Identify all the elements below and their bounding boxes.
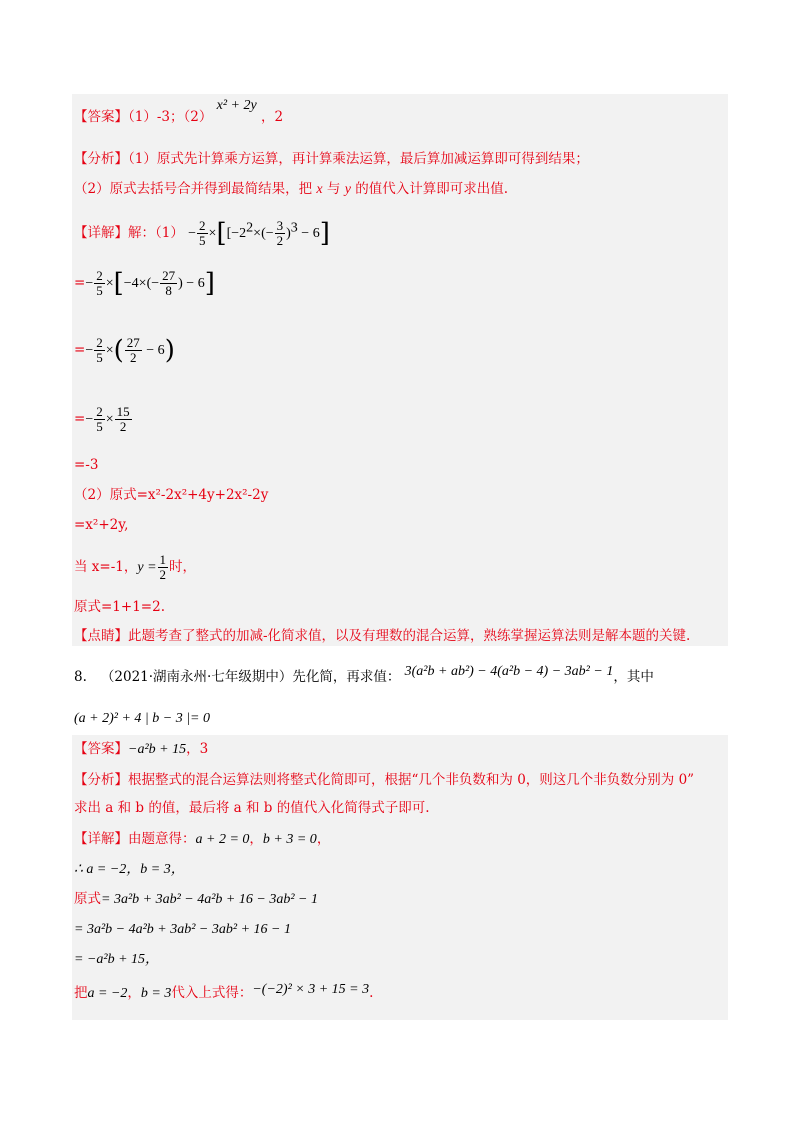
detail-line-8-intro: 【详解】由题意得：a + 2 = 0，b + 3 = 0， bbox=[74, 831, 331, 847]
detail-line-7-value: 原式=1+1=2. bbox=[74, 599, 165, 615]
detail-line-8-s3: = −a²b + 15， bbox=[74, 952, 160, 967]
detail-line-7-part2: （2）原式=x²-2x²+4y+2x²-2y bbox=[74, 487, 269, 503]
detail-line-7-step1: =− $\frac{2}{5}$ ×[−4×(− $\frac{27}{8}$ ) − 6] bbox=[74, 268, 215, 299]
comment-line-7: 【点睛】此题考查了整式的加减-化简求值，以及有理数的混合运算，熟练掌握运算法则是解本题的关键. bbox=[74, 628, 691, 644]
detail-line-7-intro: 【详解】解：（1） − $\frac{2}{5}$ $\times[[-2^2\times(-$ $\frac{3}{2}$ )$^3$ − 6] bbox=[74, 218, 330, 249]
analysis-line-7a: 【分析】（1）原式先计算乘方运算，再计算乘法运算，最后算加减运算即可得到结果； bbox=[74, 151, 589, 167]
answer-line-8: 【答案】−a²b + 15，3 bbox=[74, 741, 209, 757]
analysis-line-8b: 求出 a 和 b 的值，最后将 a 和 b 的值代入化简得式子即可. bbox=[74, 800, 430, 816]
detail-line-8-s2: = 3a²b − 4a²b + 3ab² − 3ab² + 16 − 1 bbox=[74, 922, 291, 937]
detail-line-7-when: 当 x=-1，y = $\frac{1}{2}$ 时， bbox=[74, 552, 197, 582]
analysis-line-8a: 【分析】根据整式的混合运算法则将整式化简即可，根据“几个非负数和为 0，则这几个非负数分别为 0” bbox=[74, 772, 695, 788]
detail-line-8-therefore: ∴ a = −2，b = 3， bbox=[74, 862, 185, 877]
question-8-expr: 3(a²b + ab²) − 4(a²b − 4) − 3ab² − 1 bbox=[404, 664, 614, 679]
detail-line-8-s1: 原式= 3a²b + 3ab² − 4a²b + 16 − 3ab² − 1 bbox=[74, 891, 318, 907]
analysis-line-7b: （2）原式去括号合并得到最简结果，把 x 与 y 的值代入计算即可求出值. bbox=[74, 181, 509, 197]
answer-line-7: 【答案】（1）-3；（2） x² + 2y ，2 bbox=[74, 98, 284, 125]
detail-line-7-part2b: =x²+2y, bbox=[74, 517, 129, 533]
detail-line-8-sub: 把a = −2，b = 3代入上式得：−(−2)² × 3 + 15 = 3. bbox=[74, 982, 374, 1001]
question-8: 8. （2021·湖南永州·七年级期中）先化简，再求值： 3(a²b + ab²) − 4(a²b − 4) − 3ab² − 1，其中 bbox=[74, 664, 654, 685]
answer-math-7: x² + 2y bbox=[216, 98, 257, 113]
detail-line-7-step3: =− $\frac{2}{5}$ × $\frac{15}{2}$ bbox=[74, 404, 130, 434]
detail-line-7-result: =-3 bbox=[74, 457, 99, 473]
question-8-condition: (a + 2)² + 4 | b − 3 |= 0 bbox=[74, 711, 211, 726]
detail-line-7-step2: =− $\frac{2}{5}$ ×( $\frac{27}{2}$ − 6) bbox=[74, 335, 175, 366]
